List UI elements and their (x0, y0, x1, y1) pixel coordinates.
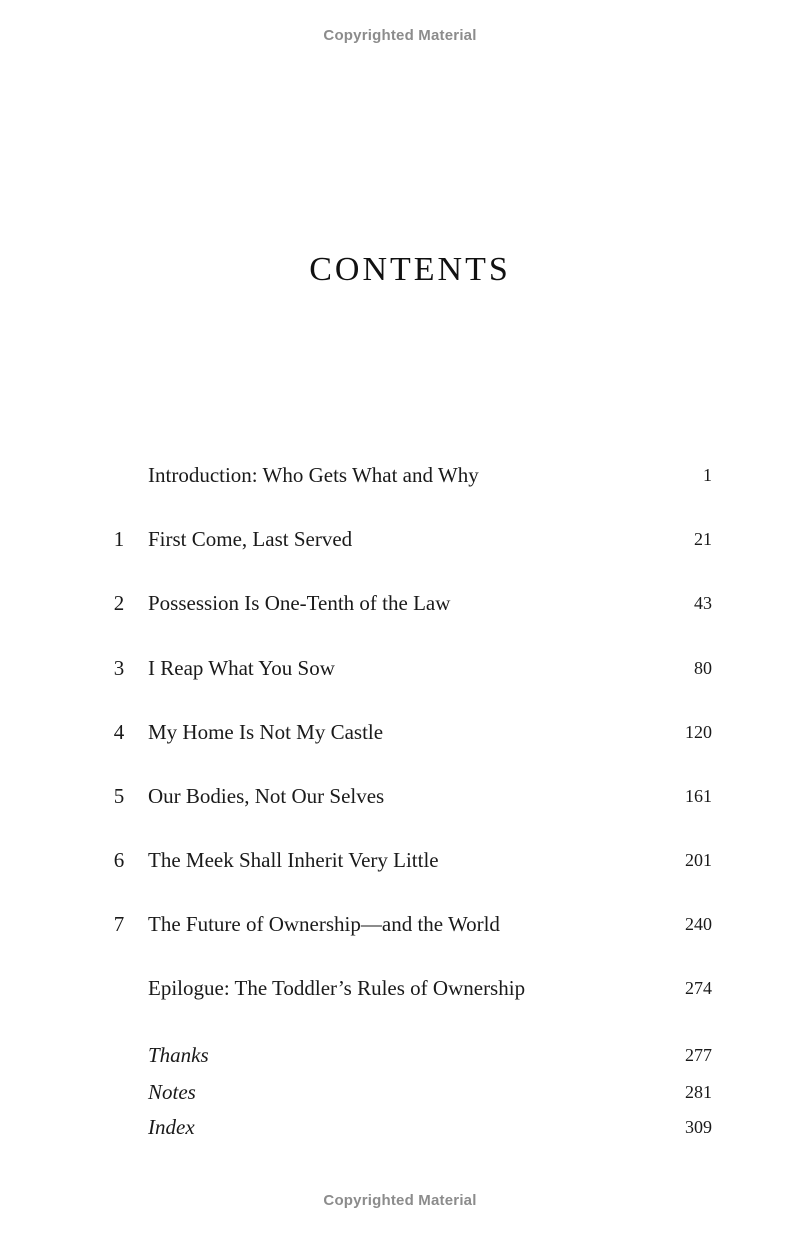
page-number: 80 (694, 658, 712, 678)
chapter-title: The Future of Ownership—and the World (148, 912, 500, 936)
toc-entry-chapter-4[interactable] (0, 717, 800, 747)
toc-entry-index[interactable] (0, 1112, 800, 1142)
chapter-title: Our Bodies, Not Our Selves (148, 784, 385, 808)
chapter-title: Introduction: Who Gets What and Why (148, 463, 479, 487)
back-matter-title: Index (148, 1115, 195, 1139)
chapter-title: My Home Is Not My Castle (148, 720, 384, 744)
chapter-title: First Come, Last Served (148, 527, 353, 551)
toc-entry-chapter-2[interactable] (0, 588, 800, 618)
chapter-title: The Meek Shall Inherit Very Little (148, 848, 439, 872)
page-number: 281 (685, 1082, 712, 1102)
toc-entry-chapter-7[interactable] (0, 909, 800, 939)
watermark-top: Copyrighted Material (323, 27, 477, 44)
chapter-number: 2 (113, 591, 125, 615)
page-number: 309 (685, 1117, 712, 1137)
chapter-title: Epilogue: The Toddler’s Rules of Ownership (148, 976, 526, 1000)
page-number: 201 (685, 850, 712, 870)
page-number: 161 (685, 786, 712, 806)
page-number: 1 (703, 465, 712, 485)
page-number: 120 (685, 722, 712, 742)
toc-entry-thanks[interactable] (0, 1040, 800, 1070)
page-number: 21 (694, 529, 712, 549)
chapter-number: 3 (113, 656, 125, 680)
chapter-title: Possession Is One-Tenth of the Law (148, 591, 451, 615)
page-title: CONTENTS (309, 250, 511, 288)
chapter-title: I Reap What You Sow (148, 656, 335, 680)
page-number: 43 (694, 593, 712, 613)
chapter-number: 6 (113, 848, 125, 872)
toc-entry-chapter-5[interactable] (0, 781, 800, 811)
watermark-bottom: Copyrighted Material (323, 1192, 477, 1209)
page-number: 240 (685, 914, 712, 934)
page-number: 277 (685, 1045, 712, 1065)
toc-entry-epilogue[interactable] (0, 973, 800, 1003)
toc-entry-chapter-3[interactable] (0, 653, 800, 683)
chapter-number: 5 (113, 784, 125, 808)
page-number: 274 (685, 978, 712, 998)
toc-entry-chapter-6[interactable] (0, 845, 800, 875)
toc-entry-notes[interactable] (0, 1077, 800, 1107)
toc-entry-chapter-1[interactable] (0, 524, 800, 554)
chapter-number: 1 (113, 527, 125, 551)
back-matter-title: Thanks (148, 1043, 209, 1067)
back-matter-title: Notes (148, 1080, 196, 1104)
chapter-number: 7 (113, 912, 125, 936)
chapter-number: 4 (113, 720, 125, 744)
toc-entry-introduction[interactable] (0, 460, 800, 490)
